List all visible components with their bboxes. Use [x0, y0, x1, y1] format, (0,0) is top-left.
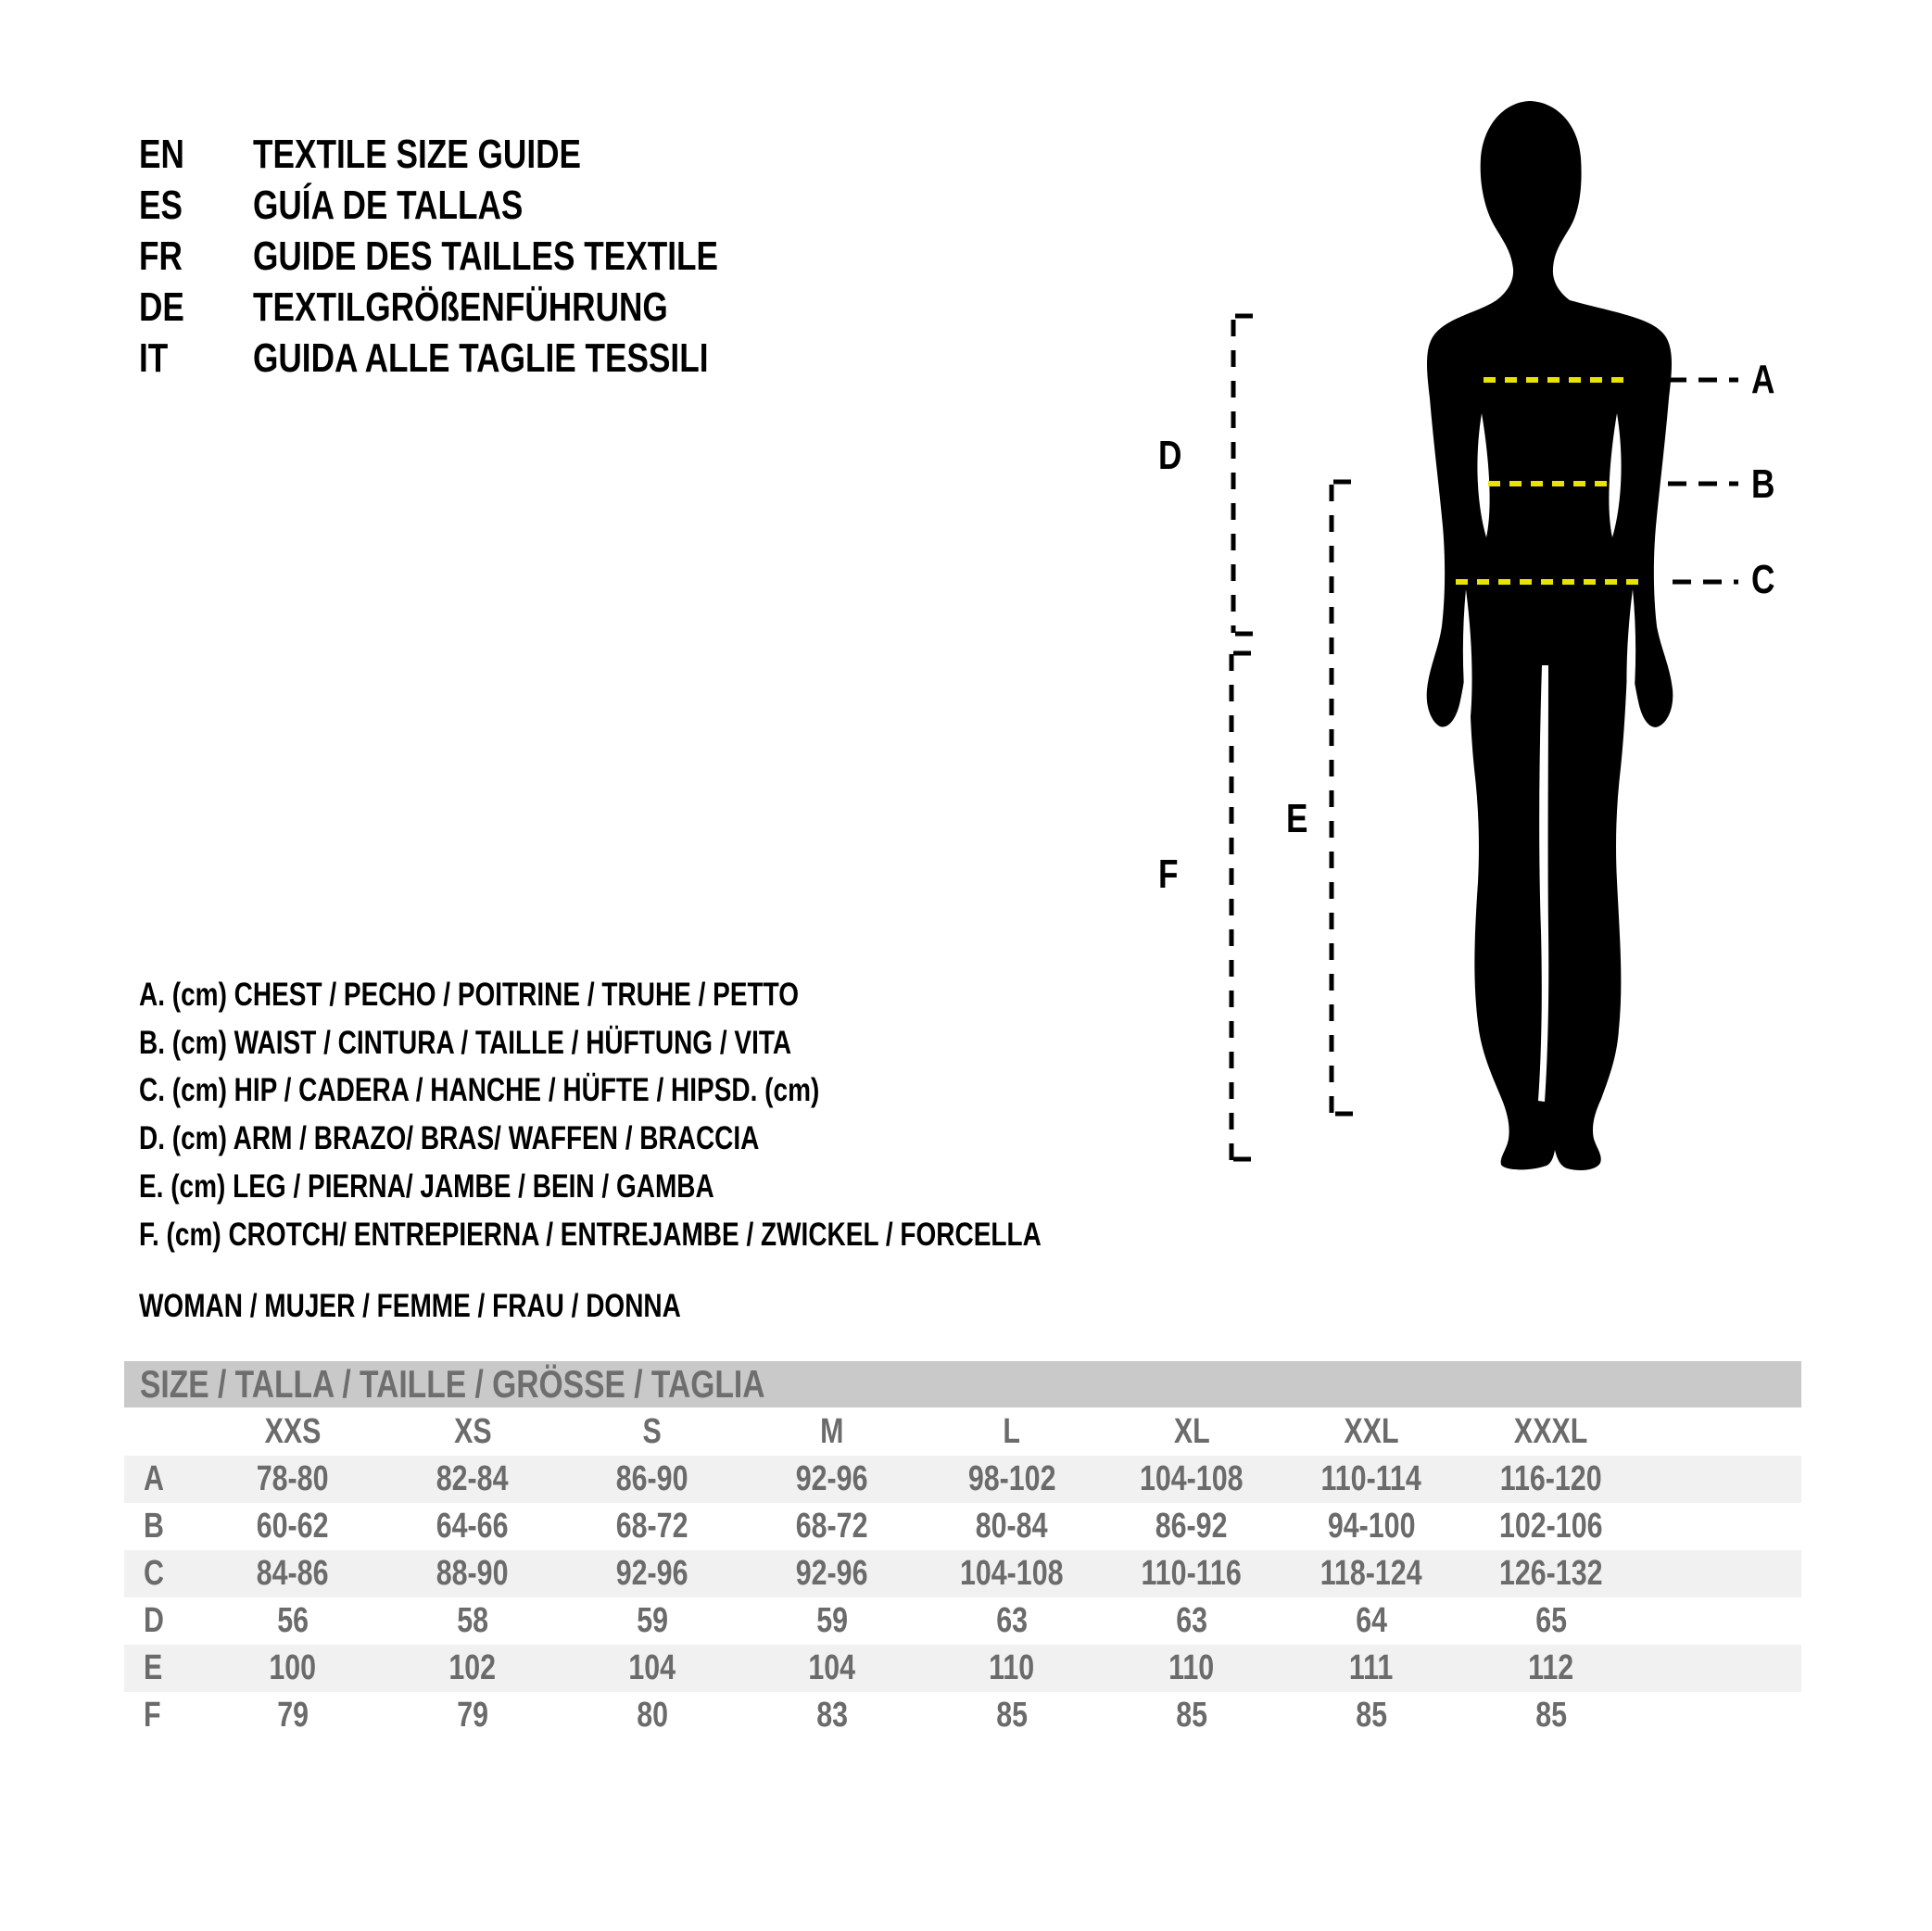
- table-row-waist: [124, 1503, 1801, 1550]
- cell: 110: [1168, 1648, 1215, 1687]
- measurement-diagram: [1112, 88, 1816, 1209]
- lang-code: IT: [139, 335, 169, 381]
- cell: 63: [1176, 1601, 1207, 1640]
- cell: 94-100: [1327, 1507, 1416, 1546]
- table-row-leg: [124, 1645, 1801, 1692]
- label-waist-B: B: [1751, 461, 1775, 507]
- legend-crotch: F. (cm) CROTCH/ ENTREPIERNA / ENTREJAMBE / ZWICKEL / FORCELLA: [139, 1217, 1042, 1253]
- cell: 56: [277, 1601, 309, 1640]
- cell: 118-124: [1320, 1554, 1422, 1593]
- cell: 110-114: [1320, 1459, 1422, 1498]
- cell: 79: [457, 1696, 488, 1735]
- row-label: D: [144, 1601, 164, 1640]
- cell: 58: [457, 1601, 488, 1640]
- cell: 85: [1535, 1696, 1567, 1735]
- cell: 104-108: [960, 1554, 1064, 1593]
- cell: 68-72: [796, 1507, 868, 1546]
- page-title: TEXTILE SIZE GUIDE: [253, 132, 581, 177]
- cell: 110: [989, 1648, 1035, 1687]
- label-hip-C: C: [1751, 557, 1775, 602]
- cell: 98-102: [967, 1459, 1056, 1498]
- cell: 116-120: [1500, 1459, 1602, 1498]
- row-label: B: [144, 1507, 164, 1546]
- size-table-header: SIZE / TALLA / TAILLE / GRÖSSE / TAGLIA: [124, 1361, 1801, 1407]
- lang-code: FR: [139, 233, 183, 279]
- table-row-chest: [124, 1456, 1801, 1503]
- row-label: A: [144, 1459, 164, 1498]
- cell: 80-84: [976, 1507, 1048, 1546]
- table-row-crotch: [124, 1692, 1801, 1739]
- legend-chest: A. (cm) CHEST / PECHO / POITRINE / TRUHE / PETTO: [139, 977, 800, 1013]
- size-col: L: [1003, 1412, 1021, 1451]
- cell: 64-66: [436, 1507, 509, 1546]
- cell: 92-96: [796, 1459, 868, 1498]
- cell: 92-96: [796, 1554, 868, 1593]
- cell: 80: [637, 1696, 668, 1735]
- cell: 126-132: [1499, 1554, 1603, 1593]
- cell: 68-72: [616, 1507, 688, 1546]
- cell: 84-86: [257, 1554, 329, 1593]
- table-row-arm: [124, 1597, 1801, 1645]
- size-columns-row: [124, 1407, 1801, 1456]
- cell: 102-106: [1499, 1507, 1603, 1546]
- cell: 65: [1535, 1601, 1567, 1640]
- cell: 78-80: [257, 1459, 329, 1498]
- lang-code: DE: [139, 284, 184, 330]
- cell: 60-62: [257, 1507, 329, 1546]
- cell: 59: [816, 1601, 848, 1640]
- cell: 59: [637, 1601, 668, 1640]
- cell: 104: [628, 1648, 676, 1687]
- cell: 111: [1349, 1648, 1394, 1687]
- label-arm-D: D: [1158, 433, 1182, 478]
- cell: 104-108: [1140, 1459, 1244, 1498]
- cell: 86-92: [1155, 1507, 1228, 1546]
- category-woman-line: WOMAN / MUJER / FEMME / FRAU / DONNA: [139, 1288, 681, 1324]
- cell: 63: [996, 1601, 1028, 1640]
- legend-hip: C. (cm) HIP / CADERA / HANCHE / HÜFTE / HIPSD. (cm): [139, 1072, 820, 1108]
- size-col: M: [820, 1412, 844, 1451]
- page-title: TEXTILGRÖßENFÜHRUNG: [253, 284, 668, 330]
- size-col: XL: [1173, 1412, 1210, 1451]
- legend-arm: D. (cm) ARM / BRAZO/ BRAS/ WAFFEN / BRACCIA: [139, 1120, 760, 1156]
- cell: 85: [1176, 1696, 1207, 1735]
- cell: 82-84: [436, 1459, 509, 1498]
- row-label: C: [144, 1554, 164, 1593]
- lang-code: ES: [139, 183, 183, 228]
- cell: 112: [1528, 1648, 1574, 1687]
- cell: 100: [269, 1648, 317, 1687]
- size-col: S: [642, 1412, 663, 1451]
- lang-code: EN: [139, 132, 184, 177]
- cell: 92-96: [616, 1554, 688, 1593]
- size-col: XS: [453, 1412, 492, 1451]
- cell: 83: [816, 1696, 848, 1735]
- legend-waist: B. (cm) WAIST / CINTURA / TAILLE / HÜFTUNG / VITA: [139, 1025, 792, 1061]
- cell: 79: [277, 1696, 309, 1735]
- size-table: [124, 1361, 1801, 1739]
- size-col: XXL: [1344, 1412, 1399, 1451]
- size-col: XXS: [264, 1412, 322, 1451]
- cell: 85: [1356, 1696, 1387, 1735]
- page-title: GUÍA DE TALLAS: [253, 183, 524, 228]
- row-label: E: [144, 1648, 163, 1687]
- row-label: F: [144, 1696, 161, 1735]
- table-row-hip: [124, 1550, 1801, 1597]
- page-title: GUIDE DES TAILLES TEXTILE: [253, 233, 718, 279]
- cell: 104: [808, 1648, 856, 1687]
- label-chest-A: A: [1751, 357, 1775, 402]
- cell: 85: [996, 1696, 1028, 1735]
- legend-leg: E. (cm) LEG / PIERNA/ JAMBE / BEIN / GAMBA: [139, 1168, 714, 1205]
- label-leg-E: E: [1286, 796, 1308, 841]
- label-crotch-F: F: [1158, 852, 1179, 897]
- size-col-spacer: [124, 1407, 203, 1456]
- page-title: GUIDA ALLE TAGLIE TESSILI: [253, 335, 709, 381]
- cell: 88-90: [436, 1554, 509, 1593]
- cell: 86-90: [616, 1459, 688, 1498]
- cell: 102: [448, 1648, 497, 1687]
- size-col: XXXL: [1514, 1412, 1588, 1451]
- cell: 64: [1356, 1601, 1387, 1640]
- cell: 110-116: [1141, 1554, 1243, 1593]
